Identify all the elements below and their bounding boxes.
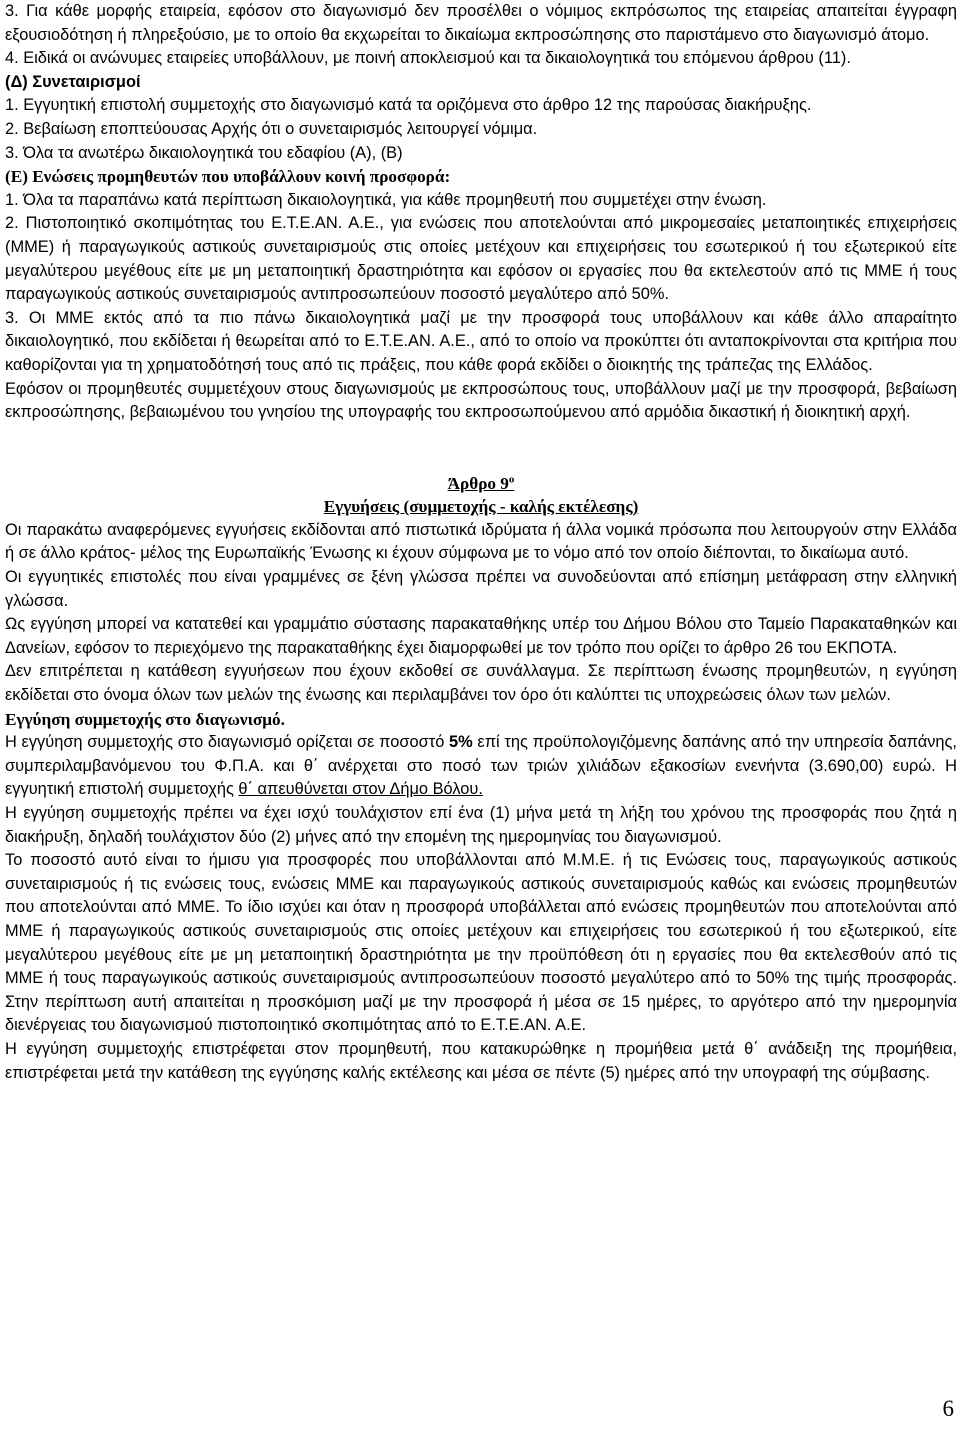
p5-text-before: Η εγγύηση συμμετοχής στο διαγωνισμό ορίζεται σε ποσοστό: [5, 733, 450, 752]
unions-representatives: Εφόσον οι προμηθευτές συμμετέχουν στους διαγωνισμούς με εκπροσώπους τους, υποβάλλουν μαζί με την προσφορά, βεβαίωση εκπροσώπησης, βεβαιωμένου του γνησίου της υπογραφής του εκπροσωπούμενου από αρμόδια δικαστική ή διοικητική αρχή.: [5, 379, 957, 422]
article-paragraph-2: Οι εγγυητικές επιστολές που είναι γραμμένες σε ξένη γλώσσα πρέπει να συνοδεύονται από επίσημη μετάφραση στην ελληνική γλώσσα.: [5, 568, 957, 610]
section-spacer: [5, 425, 957, 472]
article-paragraph-3: Ως εγγύηση μπορεί να κατατεθεί και γραμμάτιο σύστασης παρακαταθήκης υπέρ του Δήμου Βόλου στο Ταμείο Παρακαταθηκών και Δανείων, εφόσον το περιεχόμενο της παρακαταθήκης έχει διαμορφωθεί με τον τρόπο που ορίζει το άρθρο 26 του ΕΚΠΟΤΑ.: [5, 615, 957, 657]
p5-addressee: θ΄ απευθύνεται στον Δήμο Βόλου.: [238, 780, 483, 799]
cooperatives-item-3: 3. Όλα τα ανωτέρω δικαιολογητικά του εδαφίου (Α), (Β): [5, 143, 403, 162]
page-number: 6: [942, 1396, 954, 1421]
paragraph-3: 3. Για κάθε μορφής εταιρεία, εφόσον στο διαγωνισμό δεν προσέλθει ο νόμιμος εκπρόσωπος της εταιρείας απαιτείται έγγραφη εξουσιοδότηση ή πληρεξούσιο, με το οποίο θα εκχωρείται το δικαίωμα εκπροσώπησης στο παριστάμενο στο διαγωνισμό άτομο.: [5, 2, 957, 44]
unions-item-3: 3. Οι ΜΜΕ εκτός από τα πιο πάνω δικαιολογητικά μαζί με την προσφορά τους υποβάλλουν και κάθε άλλο απαραίτητο δικαιολογητικό, που εκδίδεται ή θεωρείται από το Ε.Τ.Ε.ΑΝ. Α.Ε., από το οποίο να προκύπτει ότι ανταποκρίνονται στα κριτήρια που καθορίζονται για τη χρηματοδότησή τους από τις πράξεις, που κάθε φορά εκδίδει ο διοικητής της τράπεζας της Ελλάδος.: [5, 308, 957, 374]
cooperatives-heading: (Δ) Συνεταιρισμοί: [5, 72, 141, 91]
article-paragraph-1: Οι παρακάτω αναφερόμενες εγγυήσεις εκδίδονται από πιστωτικά ιδρύματα ή άλλα νομικά πρόσωπα που λειτουργούν στην Ελλάδα ή σε άλλο κράτος- μέλος της Ευρωπαϊκής Ένωσης κι έχουν σύμφωνα με το νόμο από τον οποίο διέπονται, το δικαίωμα αυτό.: [5, 520, 957, 563]
cooperatives-item-1: 1. Εγγυητική επιστολή συμμετοχής στο διαγωνισμό κατά τα οριζόμενα στο άρθρο 12 της παρούσας διακήρυξης.: [5, 96, 812, 115]
p5-percentage: 5%: [449, 733, 473, 752]
article-paragraph-6: Η εγγύηση συμμετοχής πρέπει να έχει ισχύ τουλάχιστον επί ένα (1) μήνα μετά τη λήξη του χρόνου της προσφοράς που ζητά η διακήρυξη, δηλαδή τουλάχιστον δύο (2) μήνες από την επομένη της ημερομηνίας του διαγωνισμού.: [5, 804, 957, 846]
article-number: [5, 472, 957, 496]
p5-text-after: επί της προϋπολογιζόμενης δαπάνης από την υπηρεσία δαπάνης, συμπεριλαμβανόμενου του Φ.Π.Α. και θ΄ ανέρχεται στο ποσό των τριών χιλιάδων εξακοσίων ενενήντα (3.690,00) ευρώ. Η εγγυητική επιστολή συμμετοχής: [5, 733, 957, 799]
article-number-superscript: ο: [508, 472, 515, 485]
article-title: Εγγυήσεις (συμμετοχής - καλής εκτέλεσης): [323, 497, 639, 517]
unions-item-2: 2. Πιστοποιητικό σκοπιμότητας του Ε.Τ.Ε.ΑΝ. Α.Ε., για ενώσεις που αποτελούνται από μικρομεσαίες μεταποιητικές επιχειρήσεις (ΜΜΕ) ή παραγωγικούς αστικούς συνεταιρισμούς στις οποίες μετέχουν και επιχειρήσεις του εσωτερικού ή του εξωτερικού είτε μεγαλύτερου μεγέθους είτε με μη μεταποιητική δραστηριότητα και εφόσον οι εργασίες που θα εκτελεστούν από τις ΜΜΕ ή τους παραγωγικούς αστικούς συνεταιρισμούς αντιπροσωπεύουν ποσοστό μεγαλύτερο από 50%.: [5, 214, 957, 304]
article-paragraph-8: Η εγγύηση συμμετοχής επιστρέφεται στον προμηθευτή, που κατακυρώθηκε η προμήθεια μετά θ΄ ανάδειξη της προμήθεια, επιστρέφεται μετά την κατάθεση της εγγύησης καλής εκτέλεσης και μέσα σε πέντε (5) ημέρες από την υπογραφή της σύμβασης.: [5, 1039, 957, 1082]
participation-guarantee-heading: Εγγύηση συμμετοχής στο διαγωνισμό.: [5, 709, 285, 729]
unions-item-1: 1. Όλα τα παραπάνω κατά περίπτωση δικαιολογητικά, για κάθε προμηθευτή που συμμετέχει στην ένωση.: [5, 190, 767, 209]
cooperatives-item-2: 2. Βεβαίωση εποπτεύουσας Αρχής ότι ο συνεταιρισμός λειτουργεί νόμιμα.: [5, 119, 538, 138]
article-paragraph-7: Το ποσοστό αυτό είναι το ήμισυ για προσφορές που υποβάλλονται από Μ.Μ.Ε. ή τις Ενώσεις τους, παραγωγικούς αστικούς συνεταιρισμούς ή τις ενώσεις τους, ενώσεις ΜΜΕ και παραγωγικούς αστικούς συνεταιρισμούς καθώς και ενώσεις προμηθευτών που αποτελούνται από ΜΜΕ. Το ίδιο ισχύει και όταν η προσφορά υποβάλλεται από ενώσεις προμηθευτών που αποτελούνται από ΜΜΕ ή παραγωγικούς αστικούς συνεταιρισμούς στις οποίες μετέχουν και επιχειρήσεις του εσωτερικού ή του εξωτερικού, είτε μεγαλύτερου μεγέθους είτε με μη μεταποιητική δραστηριότητα με την προϋπόθεση ότι η εργασίες που θα εκτελεσθούν από τις ΜΜΕ ή τους παραγωγικούς αστικούς συνεταιρισμούς αντιπροσωπεύουν ποσοστό μεγαλύτερο από το 50% της τιμής προσφοράς. Στην περίπτωση αυτή απαιτείται η προσκόμιση μαζί με την προσφορά ή μέσα σε 15 ημέρες, το αργότερο από την ημερομηνία διενέργειας του διαγωνισμού πιστοποιητικό σκοπιμότητας από το Ε.Τ.Ε.ΑΝ. Α.Ε.: [5, 851, 957, 1035]
document-page: [5, 0, 957, 1085]
article-number-text: Άρθρο 9: [447, 473, 509, 493]
unions-heading: (Ε) Ενώσεις προμηθευτών που υποβάλλουν κοινή προσφορά:: [5, 167, 451, 187]
article-paragraph-5: [5, 731, 957, 802]
paragraph-4: 4. Ειδικά οι ανώνυμες εταιρείες υποβάλλουν, με ποινή αποκλεισμού και τα δικαιολογητικά του επόμενου άρθρου (11).: [5, 49, 851, 68]
article-paragraph-4: Δεν επιτρέπεται η κατάθεση εγγυήσεων που έχουν εκδοθεί σε συνάλλαγμα. Σε περίπτωση ένωσης προμηθευτών, η εγγύηση εκδίδεται στο όνομα όλων των μελών της ένωσης και περιλαμβάνει τον όρο ότι καλύπτει τις υποχρεώσεις όλων των μελών.: [5, 662, 957, 705]
